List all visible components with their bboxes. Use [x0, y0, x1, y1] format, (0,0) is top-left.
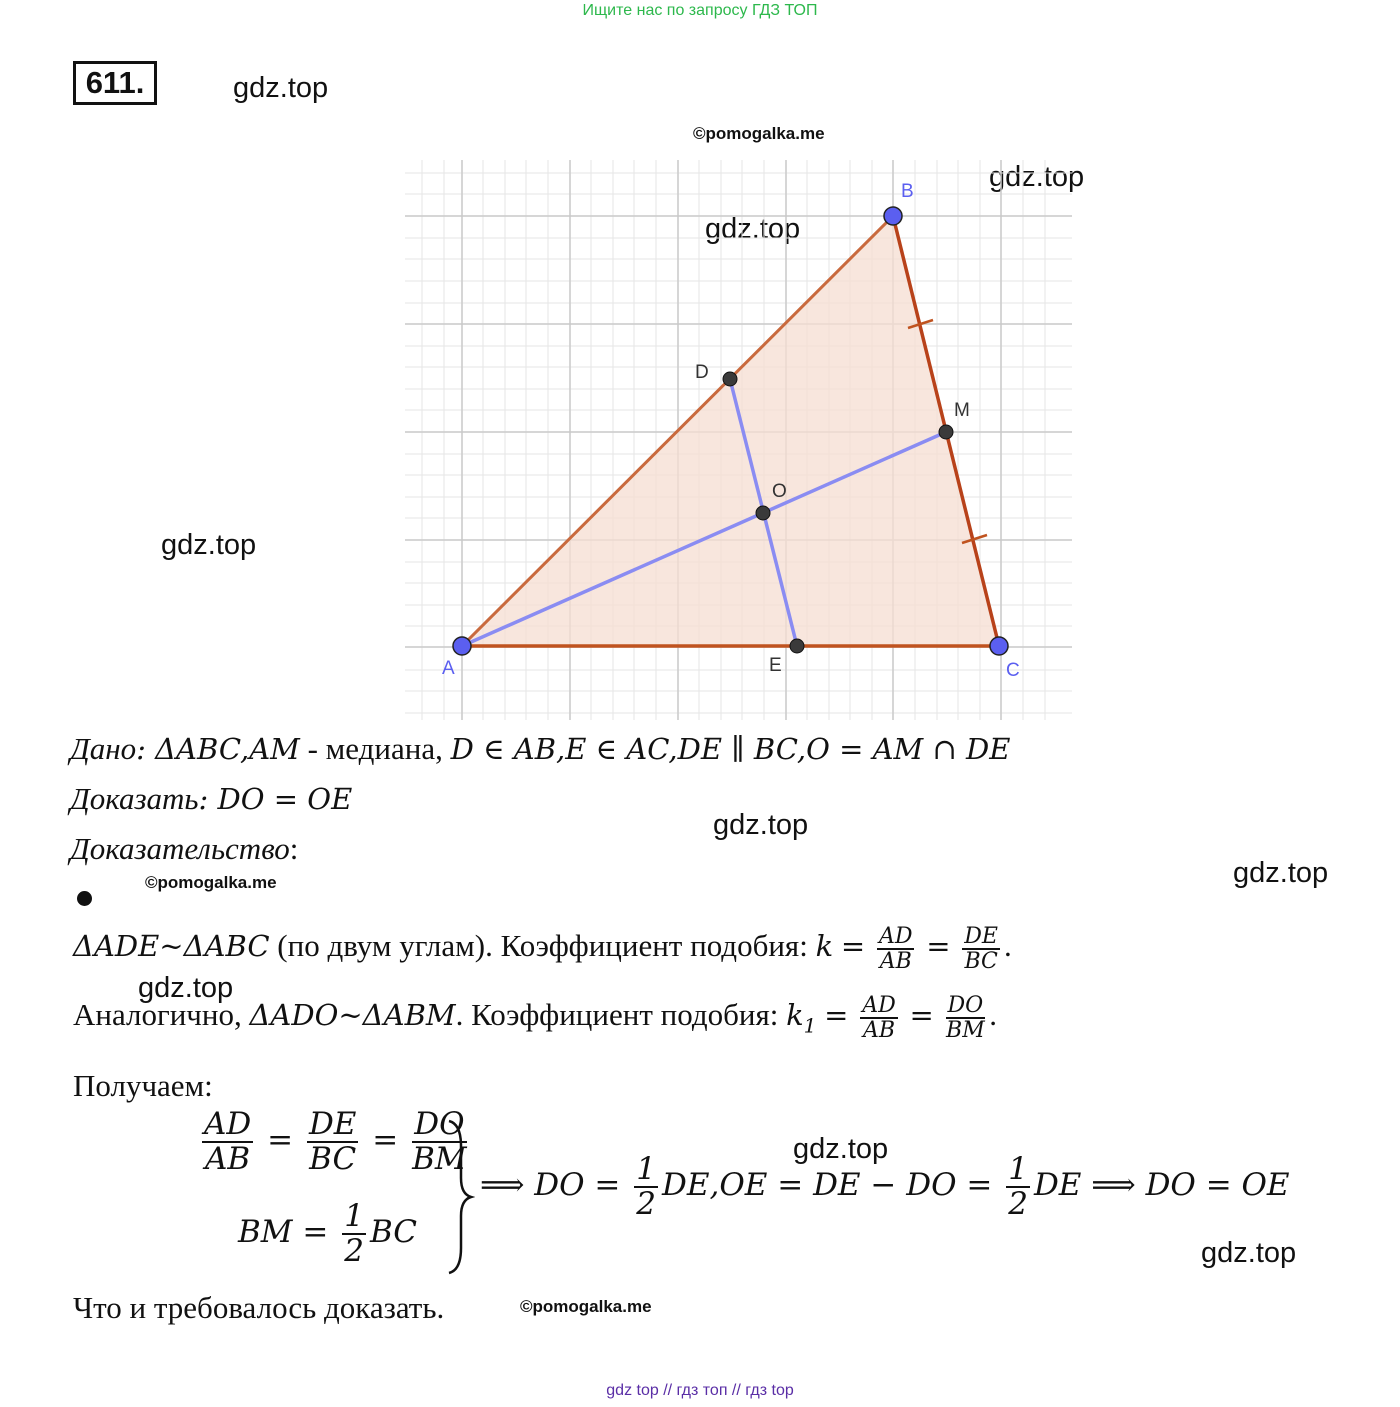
watermark: gdz.top [705, 213, 801, 245]
conclusion-line [480, 1153, 1290, 1220]
fraction-den: 2 [1008, 1185, 1028, 1222]
watermark: gdz.top [713, 809, 809, 841]
fraction-den: AB [862, 1018, 895, 1044]
fraction-num: AD [204, 1106, 252, 1142]
watermark: gdz.top [161, 529, 257, 561]
eq-sign: = [824, 998, 849, 1033]
fraction-num: AD [878, 924, 913, 949]
fraction-de-bc [307, 1108, 358, 1175]
watermark: gdz.top [989, 161, 1085, 193]
conclusion-part1: ⟹ DO = [480, 1167, 621, 1204]
given-triangle: : ΔABC,AM [136, 732, 300, 766]
qed-line: Что и требовалось доказать. [73, 1290, 445, 1325]
fraction-den: AB [879, 949, 912, 975]
point-b [884, 207, 902, 225]
step3-label: Получаем: [73, 1068, 213, 1103]
eq-sign: = [372, 1122, 399, 1159]
fraction-den: 2 [344, 1232, 364, 1269]
footer-links[interactable]: gdz top // гдз топ // гдз top [606, 1382, 794, 1399]
proof-label: Доказательство [70, 831, 290, 866]
fraction-ad-ab [860, 994, 898, 1042]
copyright-mark: ©pomogalka.me [693, 124, 825, 143]
watermark: gdz.top [138, 972, 234, 1004]
given-median-text: - медиана, [299, 731, 451, 766]
point-m [939, 425, 953, 439]
step1-text: (по двум углам). Коэффициент подобия: [269, 928, 816, 964]
step2-line [73, 994, 997, 1042]
fraction-num: DE [964, 924, 998, 949]
label-b: B [901, 181, 914, 202]
copyright-mark: ©pomogalka.me [520, 1297, 652, 1316]
fraction-do-bm [946, 994, 986, 1042]
watermark: gdz.top [793, 1133, 889, 1165]
step1-similarity: ΔADE~ΔABC [73, 929, 270, 964]
fraction-ad-ab [202, 1108, 253, 1175]
fraction-ad-ab [877, 925, 915, 973]
step2-text: . Коэффициент подобия: [455, 997, 787, 1033]
step2-k-sub: 1 [803, 1013, 817, 1038]
step1-line [73, 925, 1012, 973]
fraction-num: 1 [344, 1198, 364, 1234]
fraction-half [342, 1200, 366, 1267]
step1-k: k [815, 929, 834, 964]
proof-colon: : [289, 831, 299, 866]
fraction-den: BM [412, 1140, 467, 1177]
proof-line [70, 831, 298, 867]
fraction-num: DE [308, 1106, 357, 1142]
step2-prefix: Аналогично, [73, 997, 250, 1033]
right-brace [445, 1118, 475, 1276]
label-c: C [1006, 660, 1020, 681]
period: . [1004, 928, 1012, 964]
bm-left: BM = [238, 1214, 329, 1251]
step2-k: k [786, 998, 804, 1033]
label-m: M [954, 400, 970, 421]
fraction-num: AD [862, 993, 896, 1018]
eq-sign: = [926, 929, 951, 964]
eq-sign: = [909, 998, 934, 1033]
prove-statement: : DO = OE [198, 782, 353, 816]
bullet-point [77, 891, 92, 906]
point-c [990, 637, 1008, 655]
prove-label: Доказать [70, 781, 199, 816]
label-a: A [442, 658, 455, 679]
fraction-de-bc [962, 925, 1000, 973]
point-d [723, 372, 737, 386]
watermark: gdz.top [1233, 857, 1329, 889]
watermark: gdz.top [233, 72, 329, 104]
conclusion-part2: DE,OE = DE − DO = [662, 1167, 993, 1204]
point-a [453, 637, 471, 655]
point-e [790, 639, 804, 653]
label-d: D [695, 362, 709, 383]
fraction-num: 1 [636, 1151, 656, 1187]
system-row1 [198, 1108, 471, 1175]
fraction-den: 2 [636, 1185, 656, 1222]
fraction-den: BC [309, 1140, 357, 1177]
fraction-den: BC [964, 949, 998, 975]
given-line [70, 731, 1010, 767]
fraction-half [634, 1153, 658, 1220]
step2-similarity: ΔADO~ΔABM [249, 998, 456, 1033]
fraction-num: DO [412, 1108, 467, 1143]
label-o: O [772, 481, 787, 502]
problem-number: 611. [73, 61, 157, 105]
period: . [989, 997, 997, 1033]
eq-sign: = [840, 929, 866, 964]
system-row2 [238, 1200, 417, 1267]
point-o [756, 506, 770, 520]
fraction-den: AB [205, 1140, 251, 1177]
conclusion-part3: DE ⟹ DO = OE [1033, 1167, 1290, 1204]
bm-right: BC [369, 1214, 418, 1251]
prove-line [70, 781, 352, 817]
fraction-num: 1 [1008, 1151, 1028, 1187]
copyright-mark: ©pomogalka.me [145, 873, 277, 892]
label-e: E [769, 655, 782, 676]
fraction-num: DO [947, 993, 984, 1018]
fraction-half [1006, 1153, 1030, 1220]
watermark: gdz.top [1201, 1237, 1297, 1269]
given-label: Дано [70, 731, 137, 766]
triangle-figure [405, 160, 1075, 725]
given-conditions: D ∈ AB,E ∈ AC,DE ∥ BC,O = AM ∩ DE [450, 732, 1011, 766]
eq-sign: = [267, 1122, 294, 1159]
fraction-den: BM [946, 1018, 985, 1044]
top-banner[interactable]: Ищите нас по запросу ГДЗ ТОП [582, 2, 818, 19]
